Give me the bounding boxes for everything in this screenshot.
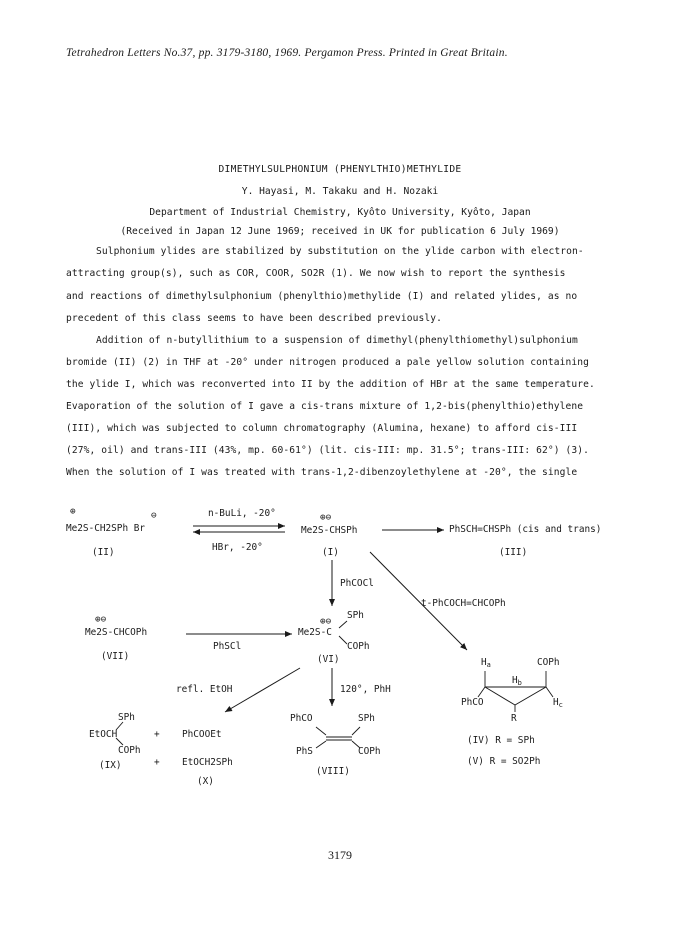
VIII-PhCO: PhCO: [290, 713, 313, 724]
compound-VII-label: (VII): [101, 651, 130, 662]
reagent-nBuLi: n-BuLi, -20°: [208, 508, 276, 519]
body-line: When the solution of I was treated with trans-1,2-dibenzoylethylene at -20°, the single: [66, 467, 578, 478]
body-line: attracting group(s), such as COR, COOR, SO2R (1). We now wish to report the synthesis: [66, 268, 566, 279]
cp-Hb: $H_b$: [512, 675, 522, 687]
cp-COPh: COPh: [537, 657, 560, 668]
body-line: Evaporation of the solution of I gave a cis-trans mixture of 1,2-bis(phenylthio)ethylene: [66, 401, 584, 412]
compound-V-label: (V) R = SO2Ph: [467, 756, 541, 767]
cyclopropane-bond: [485, 687, 515, 705]
body-line: precedent of this class seems to have been described previously.: [66, 313, 443, 324]
compound-X-formula: EtOCH2SPh: [182, 757, 233, 768]
compound-VI-label: (VI): [317, 654, 340, 665]
negative-charge: ⊖: [151, 510, 157, 521]
VIII-COPh: COPh: [358, 746, 381, 757]
cp-Ha: $H_a$: [481, 657, 491, 669]
compound-VI-core: Me2S-C: [298, 627, 332, 638]
cp-PhCO: PhCO: [461, 697, 484, 708]
compound-I-formula: Me2S-CHSPh: [301, 525, 358, 536]
body-line: Addition of n-butyllithium to a suspension of dimethyl(phenylthiomethyl)sulphonium: [96, 335, 578, 346]
authors: Y. Hayasi, M. Takaku and H. Nozaki: [241, 186, 439, 197]
ethyl-benzoate: PhCOOEt: [182, 729, 222, 740]
charge-pair: ⊕⊖: [320, 512, 332, 523]
reagent-dibenzoylethylene: t-PhCOCH=CHCOPh: [421, 598, 506, 609]
reagent-PhSCl: PhSCl: [213, 641, 242, 652]
positive-charge: ⊕: [70, 506, 76, 517]
body-line: bromide (II) (2) in THF at -20° under nitrogen produced a pale yellow solution containing: [66, 357, 589, 368]
charge-pair: ⊕⊖: [320, 616, 332, 627]
page-number: 3179: [328, 848, 352, 862]
compound-II-label: (II): [92, 547, 115, 558]
body-line: Sulphonium ylides are stabilized by substitution on the ylide carbon with electron-: [96, 246, 584, 257]
plus-sign: +: [154, 729, 160, 740]
cyclopropane-bond: [515, 687, 546, 705]
body-line: the ylide I, which was reconverted into II by the addition of HBr at the same temperature.: [66, 379, 595, 390]
body-line: and reactions of dimethylsulphonium (phenylthio)methylide (I) and related ylides, as no: [66, 291, 578, 302]
reagent-heat: 120°, PhH: [340, 684, 391, 695]
compound-VII-formula: Me2S-CHCOPh: [85, 627, 148, 638]
compound-VIII-label: (VIII): [316, 766, 350, 777]
paper-title: DIMETHYLSULPHONIUM (PHENYLTHIO)METHYLIDE: [218, 164, 462, 175]
VI-SPh: SPh: [347, 610, 364, 621]
compound-X-label: (X): [197, 776, 214, 787]
compound-IV-label: (IV) R = SPh: [467, 735, 535, 746]
received-dates: (Received in Japan 12 June 1969; received in UK for publication 6 July 1969): [120, 226, 560, 237]
VIII-SPh: SPh: [358, 713, 375, 724]
reagent-HBr: HBr, -20°: [212, 542, 263, 553]
arrow-to-IX: [225, 668, 300, 712]
cp-Hc: $H_c$: [553, 697, 563, 709]
reagent-reflux-EtOH: refl. EtOH: [176, 684, 233, 695]
affiliation: Department of Industrial Chemistry, Kyôto University, Kyôto, Japan: [149, 207, 531, 218]
IX-COPh: COPh: [118, 745, 141, 756]
plus-sign: +: [154, 757, 160, 768]
charge-pair: ⊕⊖: [95, 614, 107, 625]
VI-COPh: COPh: [347, 641, 370, 652]
compound-III-label: (III): [499, 547, 528, 558]
compound-IX-label: (IX): [99, 760, 122, 771]
journal-header: Tetrahedron Letters No.37, pp. 3179-3180, 1969. Pergamon Press. Printed in Great Britain.: [66, 47, 508, 59]
IX-SPh: SPh: [118, 712, 135, 723]
compound-I-label: (I): [322, 547, 339, 558]
compound-III-formula: PhSCH=CHSPh (cis and trans): [449, 524, 602, 535]
body-line: (III), which was subjected to column chromatography (Alumina, hexane) to afford cis-III: [66, 423, 578, 434]
compound-II-formula: Me2S-CH2SPh Br: [66, 523, 146, 534]
body-line: (27%, oil) and trans-III (43%, mp. 60-61°) (lit. cis-III: mp. 31.5°; trans-III: 62°) (3).: [66, 445, 589, 456]
compound-IX-core: EtOCH: [89, 729, 118, 740]
reagent-PhCOCl: PhCOCl: [340, 578, 374, 589]
VIII-PhS: PhS: [296, 746, 313, 757]
cp-R: R: [511, 713, 517, 724]
